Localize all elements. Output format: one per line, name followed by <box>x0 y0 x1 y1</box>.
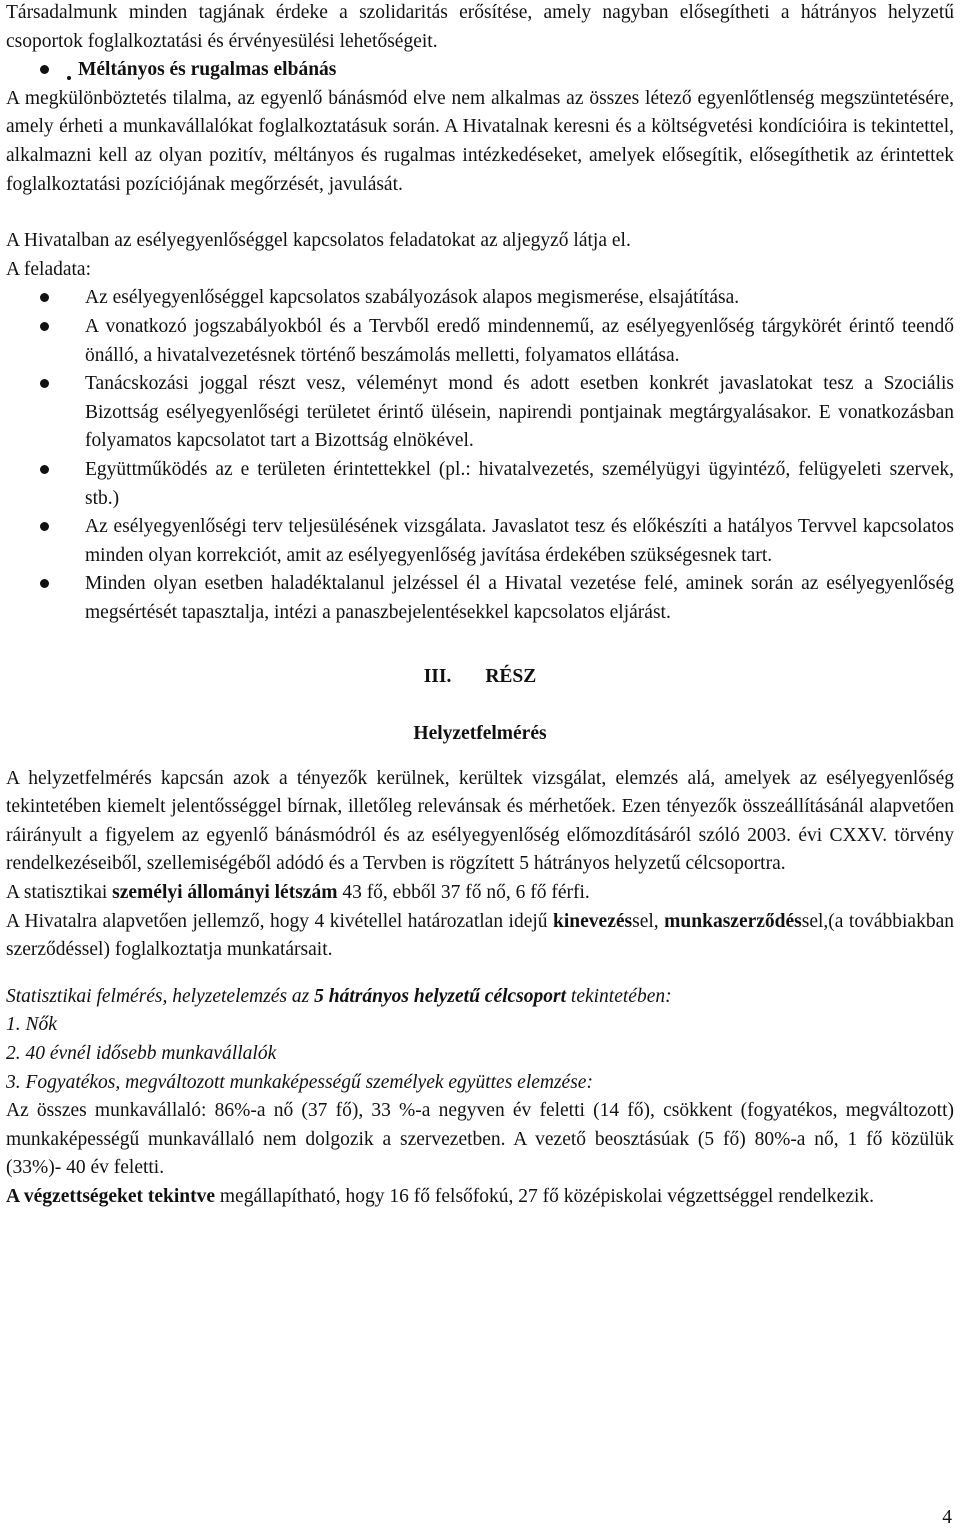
duty-text: Az esélyegyenlőségi terv teljesülésének vizsgálata. Javaslatot tesz és előkészíti a hatályos Tervvel kapcsolatos minden olyan korrekciót, amit az esélyegyenlőség javítása érdekében szükségesnek tart. <box>85 516 954 566</box>
duty-item <box>6 370 954 456</box>
bullet-icon <box>40 65 49 74</box>
assessment-paragraph: A helyzetfelmérés kapcsán azok a tényezők kerülnek, kerültek vizsgálat, elemzés alá, amelyek az esélyegyenlőség tekintetében kiemelt jelentősséggel bírnak, illetőleg relevánsak és mérhetőek. Ezen tényezők összeállításánál alapvetően ráirányult a figyelem az egyenlő bánásmódról és az esélyegyenlőség előmozdításáról szóló 2003. évi CXXV. törvény rendelkezéseiből, szellemiségéből adódó és a Tervben is rögzített 5 hátrányos helyzetű célcsoportra. <box>6 767 954 875</box>
duty-text: Az esélyegyenlőséggel kapcsolatos szabályozások alapos megismerése, elsajátítása. <box>85 287 740 309</box>
spacer <box>6 965 954 983</box>
part-heading <box>6 663 954 692</box>
bold-run: A végzettségeket tekintve <box>6 1185 216 1207</box>
education-paragraph <box>6 1183 954 1212</box>
bullet-icon <box>40 465 49 474</box>
duties-intro: A Hivatalban az esélyegyenlőséggel kapcsolatos feladatokat az aljegyző látja el. <box>6 230 631 252</box>
bullet-icon <box>40 322 49 331</box>
duty-text: Együttműködés az e területen érintettekkel (pl.: hivatalvezetés, személyügyi ügyintéző, felügyeleti szervek, stb.) <box>85 458 954 509</box>
duty-item <box>6 513 954 570</box>
subheading-text: Méltányos és rugalmas elbánás <box>78 59 337 81</box>
stats-paragraph: Az összes munkavállaló: 86%-a nő (37 fő), 33 %-a negyven év feletti (14 fő), csökkent (fogyatékos, megváltozott) munkaképességű munkavállaló nem dolgozik a szervezetben. A vezető beosztásúak (5 fő) 80%-a nő, 1 fő közülük (33%)- 40 év feletti. <box>6 1100 954 1179</box>
text-run: megállapítható, hogy 16 fő felsőfokú, 27 fő középiskolai végzettséggel rendelkezik. <box>215 1185 875 1207</box>
duties-list <box>6 284 954 627</box>
duty-text: A vonatkozó jogszabályokból és a Tervből eredő mindennemű, az esélyegyenlőség tárgykörét érintő teendő önálló, a hivatalvezetésnek történő beszámolás melletti, folyamatos ellátása. <box>85 315 954 366</box>
duty-text: Tanácskozási joggal részt vesz, véleményt mond és adott esetben konkrét javaslatokat tesz a Szociális Bizottság esélyegyenlőségi területet érintő ülésein, napirendi pontjainak megtárgyalásakor. E vonatkozásban folyamatos kapcsolatot tart a Bizottság elnökével. <box>85 373 954 452</box>
text-run: 43 fő, ebből 37 fő nő, 6 fő férfi. <box>337 882 590 904</box>
bullet-icon <box>40 293 49 302</box>
text-run: tekintetében: <box>566 985 672 1007</box>
part-number: III. <box>423 666 452 688</box>
bullet-dot-icon <box>67 76 71 80</box>
bullet-icon <box>40 379 49 388</box>
text-run: Statisztikai felmérés, helyzetelemzés az <box>6 985 315 1007</box>
text-run: sel,(a továbbiakban szerződéssel) foglalkoztatja munkatársait. <box>6 910 954 961</box>
text-run: sel, <box>632 910 665 932</box>
stats-group-item: 3. Fogyatékos, megváltozott munkaképességű személyek együttes elemzése: <box>6 1071 593 1093</box>
stats-group-item: 2. 40 évnél idősebb munkavállalók <box>6 1043 277 1064</box>
duty-item <box>6 313 954 370</box>
subheading-fair-treatment <box>6 56 954 85</box>
duty-item <box>6 570 954 627</box>
bold-run: 5 hátrányos helyzetű célcsoport <box>314 985 567 1007</box>
stats-heading <box>6 983 954 1012</box>
staff-count-paragraph <box>6 879 954 908</box>
intro-paragraph: Társadalmunk minden tagjának érdeke a szolidaritás erősítése, amely nagyban elősegítheti a hátrányos helyzetű csoportok foglalkoztatási és érvényesülési lehetőségeit. <box>6 2 954 52</box>
employment-paragraph <box>6 908 954 965</box>
page-number: 4 <box>942 1507 952 1528</box>
text-run: A statisztikai <box>6 882 113 904</box>
text-run: A Hivatalra alapvetően jellemző, hogy 4 kivétellel határozatlan idejű <box>6 910 554 932</box>
part-label: RÉSZ <box>485 666 537 688</box>
fair-treatment-paragraph: A megkülönböztetés tilalma, az egyenlő bánásmód elve nem alkalmas az összes létező egyenlőtlenség megszüntetésére, amely érheti a munkavállalókat foglalkoztatásuk során. A Hivatalnak keresni és a költségvetési kondícióira is tekintettel, alkalmazni kell az olyan pozitív, méltányos és rugalmas intézkedéseket, amelyek elősegítik, elősegíthetik az érintettek foglalkoztatási pozíciójának megőrzését, javulását. <box>6 87 954 195</box>
section-title: Helyzetfelmérés <box>413 723 547 745</box>
duty-item <box>6 284 954 313</box>
bold-run: munkaszerződés <box>664 910 802 932</box>
duty-text: Minden olyan esetben haladéktalanul jelzéssel él a Hivatal vezetése felé, aminek során az esélyegyenlőség megsértését tapasztalja, intézi a panaszbejelentésekkel kapcsolatos eljárást. <box>85 573 954 623</box>
bullet-icon <box>40 579 49 588</box>
spacer <box>6 199 954 227</box>
bullet-icon <box>40 522 49 531</box>
duties-label: A feladata: <box>6 258 91 280</box>
bold-run: kinevezés <box>553 910 633 932</box>
stats-group-item: 1. Nők <box>6 1014 57 1036</box>
duty-item <box>6 456 954 513</box>
bold-run: személyi állományi létszám <box>112 882 338 904</box>
